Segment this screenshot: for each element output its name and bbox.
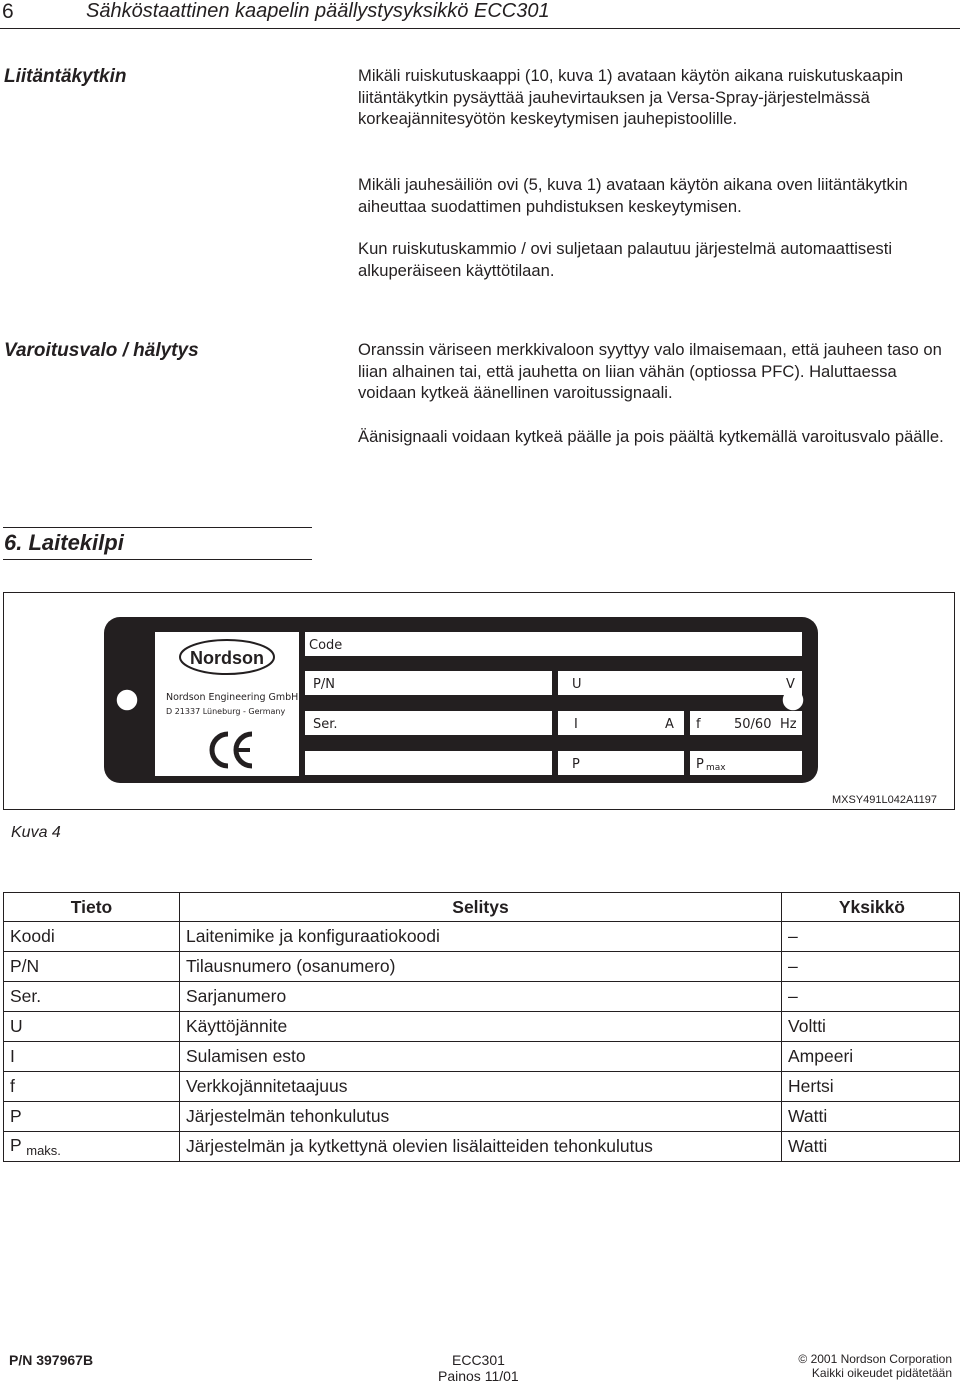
table-cell: – xyxy=(782,922,960,952)
nameplate-legend-table xyxy=(3,892,960,1162)
footer-model: ECC301 xyxy=(452,1352,505,1368)
figure-caption: Kuva 4 xyxy=(11,824,61,841)
blank-field xyxy=(305,751,552,775)
table-cell: Watti xyxy=(782,1102,960,1132)
nameplate-company: Nordson Engineering GmbH xyxy=(166,692,299,703)
table-row xyxy=(4,1072,960,1102)
pmax-sub-label: max xyxy=(706,763,726,773)
table-cell: P xyxy=(4,1102,180,1132)
frequency-value: 50/60 xyxy=(734,717,772,732)
f-label: f xyxy=(696,717,701,732)
column-header: Selitys xyxy=(180,893,782,922)
page-number: 6 xyxy=(2,0,14,23)
section-heading-warning-light: Varoitusvalo / hälytys xyxy=(4,340,199,361)
ser-field xyxy=(305,711,552,735)
table-cell: P $_{maks.}$ xyxy=(4,1132,180,1162)
table-row xyxy=(4,952,960,982)
voltage-field xyxy=(558,671,802,695)
table-cell: Hertsi xyxy=(782,1072,960,1102)
table-cell: Järjestelmän ja kytkettynä olevien lisälaitteiden tehonkulutus xyxy=(180,1132,782,1162)
a-label: A xyxy=(665,717,674,732)
nordson-logo-text: Nordson xyxy=(190,648,264,668)
table-cell: I xyxy=(4,1042,180,1072)
table-row xyxy=(4,1102,960,1132)
table-cell: Ampeeri xyxy=(782,1042,960,1072)
code-field xyxy=(305,632,802,656)
table-row xyxy=(4,922,960,952)
table-cell: Ser. xyxy=(4,982,180,1012)
table-cell: Voltti xyxy=(782,1012,960,1042)
table-cell: – xyxy=(782,952,960,982)
table-cell: U xyxy=(4,1012,180,1042)
table-cell: Watti xyxy=(782,1132,960,1162)
v-label: V xyxy=(786,677,795,692)
code-label: Code xyxy=(309,638,343,653)
paragraph: Äänisignaali voidaan kytkeä päälle ja pois päältä kytkemällä varoitusvalo päälle. xyxy=(358,427,944,446)
column-header: Yksikkö xyxy=(782,893,960,922)
paragraph: Mikäli jauhesäiliön ovi (5, kuva 1) avataan käytön aikana oven liitäntäkytkin aiheuttaa suodattimen puhdistuksen keskeytymisen. xyxy=(358,175,908,216)
mounting-hole-left-icon xyxy=(116,689,138,711)
figure-code: MXSY491L042A1197 xyxy=(832,794,937,806)
table-cell: Laitenimike ja konfiguraatiokoodi xyxy=(180,922,782,952)
p-label: P xyxy=(572,757,580,772)
footer-rights: Kaikki oikeudet pidätetään xyxy=(811,1366,952,1380)
table-row xyxy=(4,982,960,1012)
table-cell: Sulamisen esto xyxy=(180,1042,782,1072)
column-header: Tieto xyxy=(4,893,180,922)
table-row xyxy=(4,1132,960,1162)
u-label: U xyxy=(572,677,582,692)
table-cell: Verkkojännitetaajuus xyxy=(180,1072,782,1102)
ser-label: Ser. xyxy=(313,717,338,732)
pn-field xyxy=(305,671,552,695)
table-row xyxy=(4,1042,960,1072)
section-title: 6. Laitekilpi xyxy=(4,530,124,555)
i-label: I xyxy=(574,717,578,732)
table-cell: Sarjanumero xyxy=(180,982,782,1012)
table-cell: f xyxy=(4,1072,180,1102)
table-header-row xyxy=(4,893,960,922)
paragraph: Kun ruiskutuskammio / ovi suljetaan palautuu järjestelmä automaattisesti alkuperäiseen käyttötilaan. xyxy=(358,239,893,280)
footer-edition: Painos 11/01 xyxy=(438,1368,519,1384)
hz-label: Hz xyxy=(780,717,797,732)
subscript: maks. xyxy=(26,1143,61,1158)
table-cell: Järjestelmän tehonkulutus xyxy=(180,1102,782,1132)
footer-copyright: © 2001 Nordson Corporation xyxy=(798,1352,952,1366)
table-cell: P/N xyxy=(4,952,180,982)
table-cell: – xyxy=(782,982,960,1012)
footer-part-number: P/N 397967B xyxy=(9,1352,94,1368)
nameplate-address: D 21337 Lüneburg - Germany xyxy=(166,707,286,716)
table-row xyxy=(4,1012,960,1042)
section-heading-interlock: Liitäntäkytkin xyxy=(4,66,127,87)
paragraph: Oranssin väriseen merkkivaloon syyttyy valo ilmaisemaan, että jauheen taso on liian alhainen tai, että jauhetta on liian vähän (optiossa PFC). Haluttaessa voidaan kytkeä äänellinen varoitussignaali. xyxy=(358,340,942,402)
table-cell: Käyttöjännite xyxy=(180,1012,782,1042)
page-header-title: Sähköstaattinen kaapelin päällystysyksikkö ECC301 xyxy=(86,0,550,22)
table-cell: Tilausnumero (osanumero) xyxy=(180,952,782,982)
table-cell: Koodi xyxy=(4,922,180,952)
pn-label: P/N xyxy=(313,677,335,692)
pmax-label: P xyxy=(696,757,704,772)
paragraph: Mikäli ruiskutuskaappi (10, kuva 1) avataan käytön aikana ruiskutuskaapin liitäntäkytkin pysäyttää jauhevirtauksen ja Versa-Spray-järjestelmässä korkeajännitesyötön keskeytymisen jauhepistoolille. xyxy=(358,66,904,128)
